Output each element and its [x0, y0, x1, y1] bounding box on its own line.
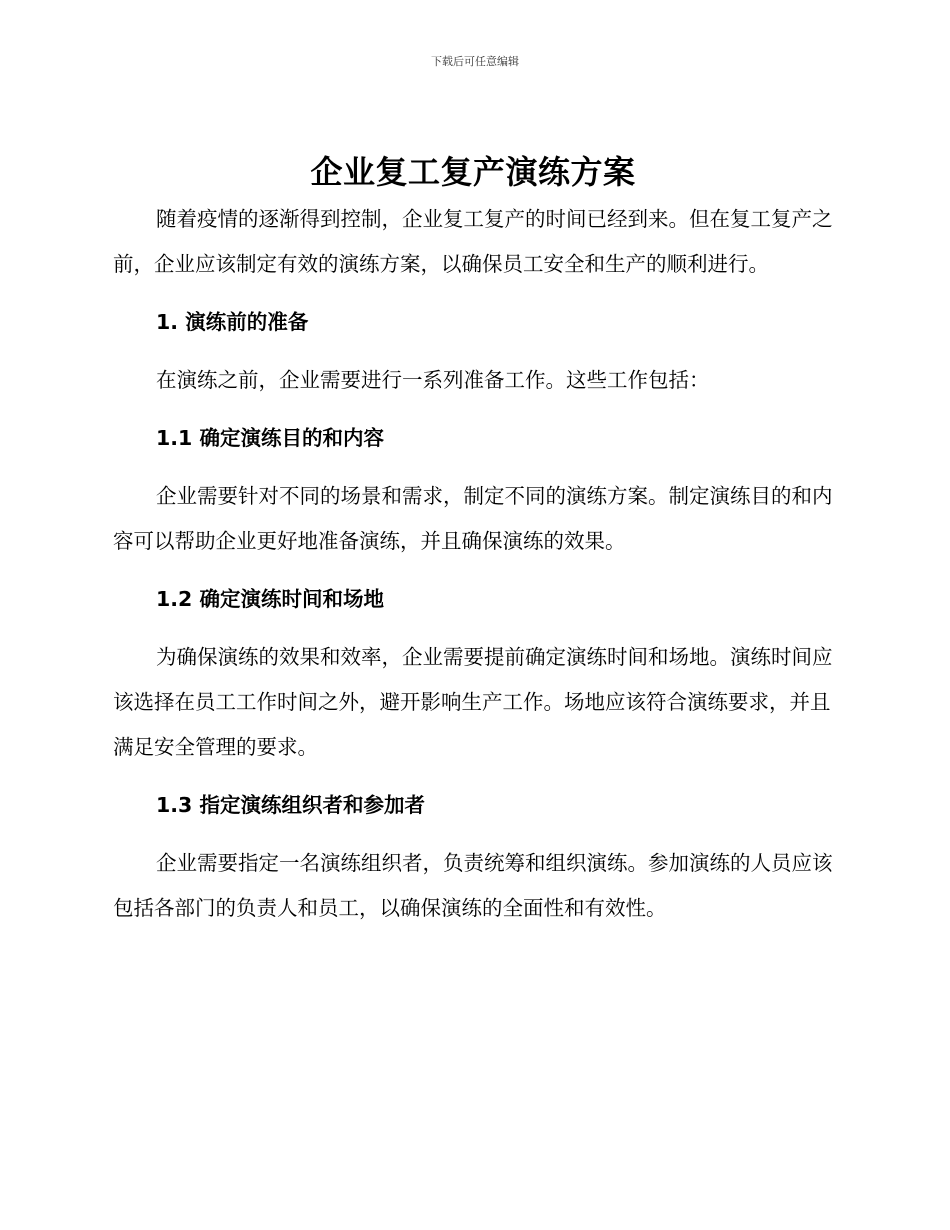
section-body-1-3: 企业需要指定一名演练组织者，负责统筹和组织演练。参加演练的人员应该包括各部门的负责人和员工，以确保演练的全面性和有效性。	[113, 851, 833, 920]
document-title: 企业复工复产演练方案	[310, 153, 636, 191]
section-heading-1-2: 1.2 确定演练时间和场地	[156, 587, 384, 611]
page-header-note: 下载后可任意编辑	[431, 55, 519, 68]
section-heading-1: 1. 演练前的准备	[156, 310, 309, 334]
document-body	[113, 150, 833, 931]
section-body-1-2: 为确保演练的效果和效率，企业需要提前确定演练时间和场地。演练时间应该选择在员工工作时间之外，避开影响生产工作。场地应该符合演练要求，并且满足安全管理的要求。	[113, 645, 833, 759]
intro-paragraph: 随着疫情的逐渐得到控制，企业复工复产的时间已经到来。但在复工复产之前，企业应该制定有效的演练方案，以确保员工安全和生产的顺利进行。	[113, 207, 833, 276]
section-body-1: 在演练之前，企业需要进行一系列准备工作。这些工作包括：	[156, 368, 710, 392]
section-body-1-1: 企业需要针对不同的场景和需求，制定不同的演练方案。制定演练目的和内容可以帮助企业更好地准备演练，并且确保演练的效果。	[113, 484, 833, 553]
section-heading-1-1: 1.1 确定演练目的和内容	[156, 426, 384, 450]
section-heading-1-3: 1.3 指定演练组织者和参加者	[156, 793, 425, 817]
